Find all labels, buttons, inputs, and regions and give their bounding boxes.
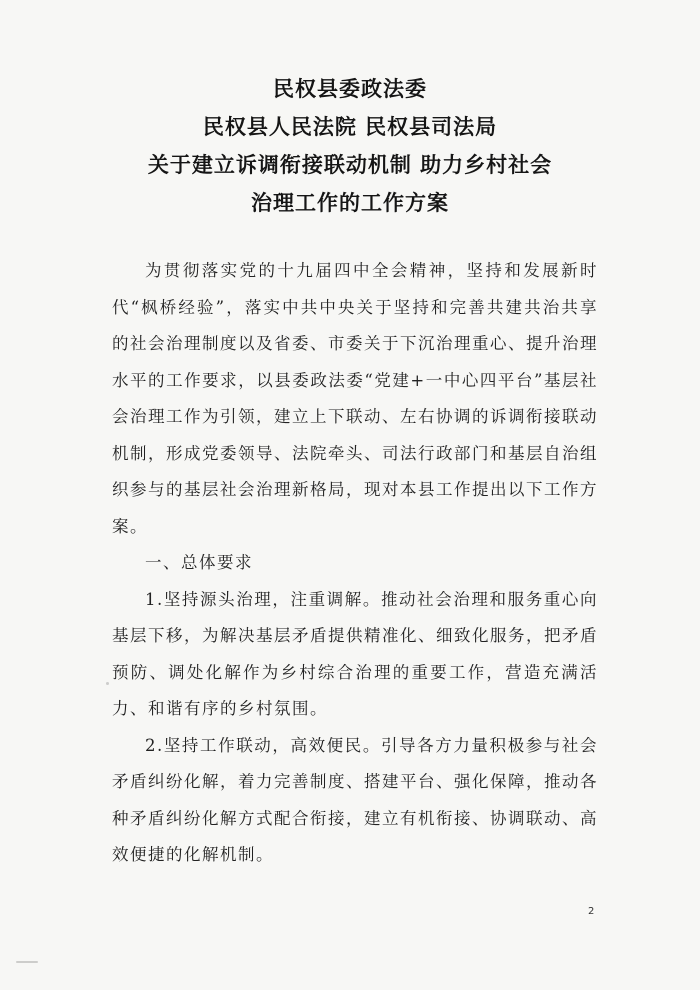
title-line-1: 民权县委政法委 — [273, 77, 427, 101]
requirement-item-1: 1.坚持源头治理，注重调解。推动社会治理和服务重心向基层下移，为解决基层矛盾提供精准化、细致化服务，把矛盾预防、调处化解作为乡村综合治理的重要工作，营造充满活力、和谐有序的乡村氛围。 — [112, 589, 598, 718]
document-body — [112, 253, 598, 874]
scan-dust-dot — [106, 682, 109, 685]
document-title — [0, 70, 700, 222]
requirement-item-2: 2.坚持工作联动，高效便民。引导各方力量积极参与社会矛盾纠纷化解，着力完善制度、搭建平台、强化保障，推动各种矛盾纠纷化解方式配合衔接，建立有机衔接、协调联动、高效便捷的化解机制。 — [112, 735, 598, 864]
page-number: 2 — [588, 906, 595, 917]
title-line-3: 关于建立诉调衔接联动机制 助力乡村社会 — [147, 153, 553, 177]
scan-smudge-mark — [16, 961, 38, 963]
title-line-2: 民权县人民法院 民权县司法局 — [202, 115, 498, 139]
intro-paragraph: 为贯彻落实党的十九届四中全会精神，坚持和发展新时代“枫桥经验”，落实中共中央关于坚持和完善共建共治共享的社会治理制度以及省委、市委关于下沉治理重心、提升治理水平的工作要求，以县委政法委“党建+一中心四平台”基层社会治理工作为引领，建立上下联动、左右协调的诉调衔接联动机制，形成党委领导、法院牵头、司法行政部门和基层自治组织参与的基层社会治理新格局，现对本县工作提出以下工作方案。 — [112, 261, 598, 536]
title-line-4: 治理工作的工作方案 — [251, 191, 449, 215]
section-heading-general-requirements: 一、总体要求 — [145, 553, 253, 572]
